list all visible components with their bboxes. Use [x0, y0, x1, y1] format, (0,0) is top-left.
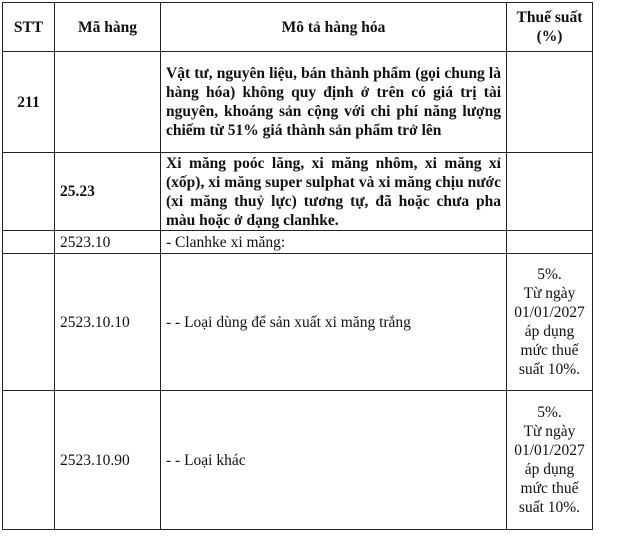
cell-thue-suat [507, 52, 593, 153]
cell-stt: 211 [3, 52, 55, 153]
cell-ma-hang: 2523.10.10 [55, 254, 161, 391]
cell-thue-suat [507, 231, 593, 254]
rate-line: suất 10%. [518, 499, 581, 516]
cell-stt [3, 153, 55, 231]
rate-line: 01/01/2027 [514, 304, 585, 321]
header-thue-suat: Thuế suất (%) [507, 3, 593, 52]
rate-line: 01/01/2027 [514, 442, 585, 459]
cell-mo-ta: - - Loại dùng để sản xuất xi măng trắng [161, 254, 507, 391]
header-row [3, 3, 593, 52]
cell-stt [3, 254, 55, 391]
rate-line: áp dụng [524, 461, 575, 478]
cell-ma-hang: 25.23 [55, 153, 161, 231]
cell-thue-suat [507, 153, 593, 231]
rate-line: 5%. [537, 266, 562, 283]
header-stt: STT [3, 3, 55, 52]
cell-mo-ta: Vật tư, nguyên liệu, bán thành phẩm (gọi chung là hàng hóa) không quy định ở trên có giá trị tài nguyên, khoáng sản cộng với chi phí năng lượng chiếm từ 51% giá thành sản phẩm trở lên [161, 52, 507, 153]
rate-line: Từ ngày [523, 423, 576, 440]
rate-line: suất 10%. [518, 361, 581, 378]
table-row [3, 52, 593, 153]
header-ma-hang: Mã hàng [55, 3, 161, 52]
cell-mo-ta: Xi măng poóc lăng, xi măng nhôm, xi măng xỉ (xốp), xi măng super sulphat và xi măng chịu nước (xi măng thuỷ lực) tương tự, đã hoặc chưa pha màu hoặc ở dạng clanhke. [161, 153, 507, 231]
tariff-table [2, 2, 593, 530]
table-row [3, 254, 593, 391]
rate-line: 5%. [537, 404, 562, 421]
table-row [3, 231, 593, 254]
header-mo-ta: Mô tả hàng hóa [161, 3, 507, 52]
rate-line: áp dụng [524, 323, 575, 340]
table-row [3, 153, 593, 231]
rate-line: mức thuế [520, 342, 579, 359]
cell-ma-hang: 2523.10 [55, 231, 161, 254]
cell-thue-suat [507, 254, 593, 391]
cell-mo-ta: - Clanhke xi măng: [161, 231, 507, 254]
cell-thue-suat [507, 391, 593, 530]
cell-stt [3, 391, 55, 530]
table-row [3, 391, 593, 530]
cell-ma-hang: 2523.10.90 [55, 391, 161, 530]
cell-stt [3, 231, 55, 254]
rate-line: Từ ngày [523, 285, 576, 302]
cell-mo-ta: - - Loại khác [161, 391, 507, 530]
cell-ma-hang [55, 52, 161, 153]
rate-line: mức thuế [520, 480, 579, 497]
